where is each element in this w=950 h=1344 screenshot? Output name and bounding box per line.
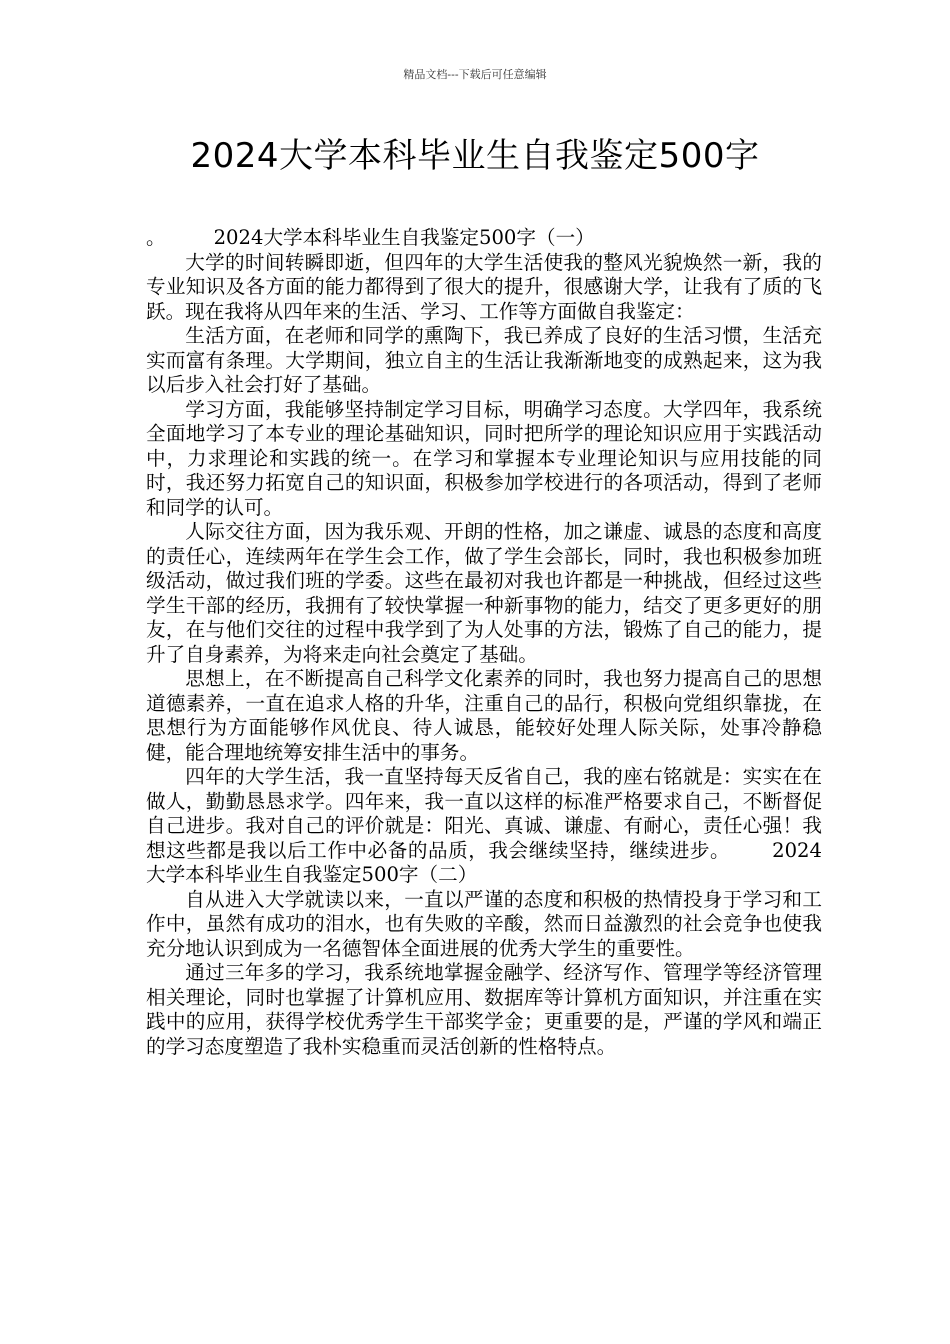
paragraph: 大学的时间转瞬即逝，但四年的大学生活使我的整风光貌焕然一新，我的专业知识及各方面的能力都得到了很大的提升，很感谢大学，让我有了质的飞跃。现在我将从四年来的生活、学习、工作等方面做自我鉴定： bbox=[146, 250, 822, 323]
section1-heading: 2024大学本科毕业生自我鉴定500字（一） bbox=[213, 226, 595, 249]
paragraph: 生活方面，在老师和同学的熏陶下，我已养成了良好的生活习惯，生活充实而富有条理。大学期间，独立自主的生活让我渐渐地变的成熟起来，这为我以后步入社会打好了基础。 bbox=[146, 324, 822, 396]
paragraph: 学习方面，我能够坚持制定学习目标，明确学习态度。大学四年，我系统全面地学习了本专业的理论基础知识，同时把所学的理论知识应用于实践活动中，力求理论和实践的统一。在学习和掌握本专业理论知识与应用技能的同时，我还努力拓宽自己的知识面，积极参加学校进行的各项活动，得到了老师和同学的认可。 bbox=[146, 397, 822, 519]
section2-heading: 2024大学本科毕业生自我鉴定500字（二） bbox=[146, 838, 822, 886]
document-body bbox=[146, 226, 822, 1059]
document-title: 2024大学本科毕业生自我鉴定500字 bbox=[190, 136, 760, 176]
paragraph-text: 四年的大学生活，我一直坚持每天反省自己，我的座右铭就是：实实在在做人，勤勤恳恳求学。四年来，我一直以这样的标准严格要求自己，不断督促自己进步。我对自己的评价就是：阳光、真诚、谦虚、有耐心，责任心强！我想这些都是我以后工作中必备的品质，我会继续坚持，继续进步。 bbox=[146, 765, 822, 862]
intro-mark: 。 bbox=[146, 226, 166, 249]
paragraph: 通过三年多的学习，我系统地掌握金融学、经济写作、管理学等经济管理相关理论，同时也掌握了计算机应用、数据库等计算机方面知识，并注重在实践中的应用，获得学校优秀学生干部奖学金；更重要的是，严谨的学风和端正的学习态度塑造了我朴实稳重而灵活创新的性格特点。 bbox=[146, 961, 822, 1058]
section1-heading-line bbox=[146, 226, 822, 251]
paragraph-with-section2-heading bbox=[146, 765, 822, 888]
paragraph: 自从进入大学就读以来，一直以严谨的态度和积极的热情投身于学习和工作中，虽然有成功的泪水，也有失败的辛酸，然而日益激烈的社会竞争也使我充分地认识到成为一名德智体全面进展的优秀大学生的重要性。 bbox=[146, 887, 822, 960]
paragraph: 人际交往方面，因为我乐观、开朗的性格，加之谦虚、诚恳的态度和高度的责任心，连续两年在学生会工作，做了学生会部长，同时，我也积极参加班级活动，做过我们班的学委。这些在最初对我也许都是一种挑战，但经过这些学生干部的经历，我拥有了较快掌握一种新事物的能力，结交了更多更好的朋友，在与他们交往的过程中我学到了为人处事的方法，锻炼了自己的能力，提升了自身素养，为将来走向社会奠定了基础。 bbox=[146, 520, 822, 666]
paragraph: 思想上，在不断提高自己科学文化素养的同时，我也努力提高自己的思想道德素养，一直在追求人格的升华，注重自己的品行，积极向党组织靠拢，在思想行为方面能够作风优良、待人诚恳，能较好处理人际关际，处事冷静稳健，能合理地统筹安排生活中的事务。 bbox=[146, 667, 822, 764]
header-note: 精品文档---下载后可任意编辑 bbox=[403, 68, 547, 81]
